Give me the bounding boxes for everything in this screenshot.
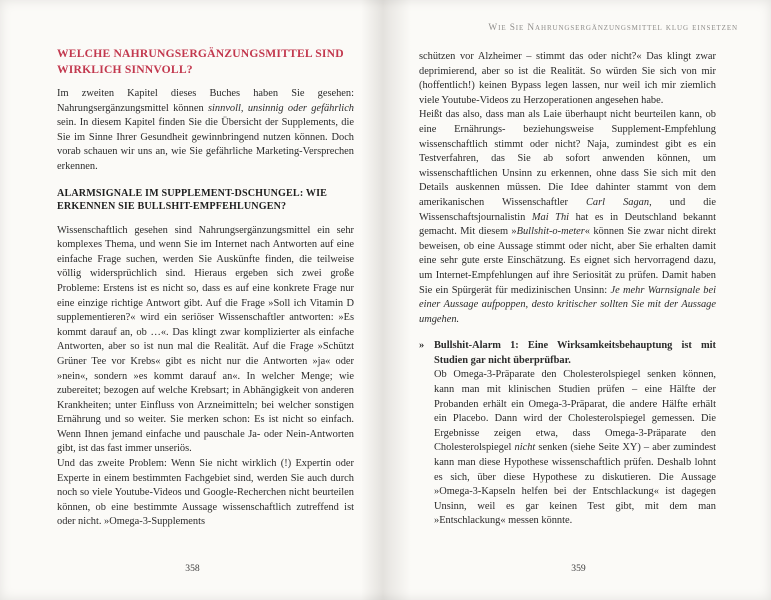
body-paragraph: Heißt das also, dass man als Laie überhaupt nicht beurteilen kann, ob eine Ernährungs- beziehungsweise Supplement-Empfehlung wissenschaftlich stimmt oder nicht? Naja, zumindest gibt es ein Testverfahren, das Sie ab sofort anwenden können, um wissenschaftlichen Unsinn zu erkennen, ohne dass Sie sich mit den Details auskennen müssen. Die Idee dahinter stammt von dem amerikanischen Wissenschaftler Carl Sagan, und die Wissenschaftsjournalistin Mai Thi hat es in Deutschland bekannt gemacht. Mit diesem »Bullshit-o-meter« können Sie zwar nicht direkt beweisen, ob eine Aussage stimmt oder nicht, aber Sie erhalten damit eine sehr gute erste Einschätzung. Es eignet sich hervorragend dazu, um Internet-Empfehlungen auf ihre Seriosität zu prüfen. Damit haben Sie ein Spürgerät für medizinischen Unsinn: Je mehr Warnsignale bei einer Aussage aufpoppen, desto kritischer sollten Sie mit der Aussage umgehen. xyxy=(419,109,717,325)
left-text-column xyxy=(57,46,354,530)
body-paragraph: schützen vor Alzheimer – stimmt das oder nicht?« Das klingt zwar deprimierend, aber so ist die Realität. So würden Sie sich von mir (hoffentlich!) keinen Bypass legen lassen, nur weil ich mir ziemlich viele Youtube-Videos zu Herzoperationen angesehen habe. xyxy=(419,51,716,106)
body-paragraph: Und das zweite Problem: Wenn Sie nicht wirklich (!) Expertin oder Experte in einem bestimmten Fachgebiet sind, werden Sie auch durch noch so viele Youtube-Videos und Google-Recherchen nicht beurteilen können, ob eine bestimmte Aussage wissenschaftlich zutreffend ist oder nicht. »Omega-3-Supplements xyxy=(57,458,354,528)
intro-paragraph: Im zweiten Kapitel dieses Buches haben Sie gesehen: Nahrungsergänzungsmittel können sinnvoll, unsinnig oder gefährlich sein. In diesem Kapitel finden Sie die Übersicht der Supplements, die Sie im Sinne Ihrer Gesundheit gewinnbringend nutzen können. Doch vorab schauen wir uns an, wie Sie gefährliche Marketing-Versprechen erkennen. xyxy=(57,88,354,172)
right-text-column xyxy=(419,50,716,529)
bullet-marker: » xyxy=(419,340,425,352)
page-number-right: 359 xyxy=(571,563,586,574)
bullet-body: Ob Omega-3-Präparate den Cholesterolspiegel senken können, kann man mit klinischen Studien prüfen – eine Hälfte der Probanden erhält ein Omega-3-Präparat, die andere Hälfte erhält ein Placebo. Dann wird der Cholesterolspiegel gemessen. Die Ergebnisse zeigen etwa, dass Omega-3-Präparate den Cholesterolspiegel nicht senken (siehe Seite XY) – aber zumindest kann man diese Hypothese wissenschaftlich prüfen. Deshalb lohnt es sich, über diese Hypothese zu diskutieren. Die Aussage »Omega-3-Kapseln helfen bei der Entschlackung« ist dagegen Unsinn, weil es gar keinen Test gibt, mit dem man »Entschlackung« messen könnte. xyxy=(434,369,717,527)
page-right xyxy=(386,0,771,600)
body-paragraph: Wissenschaftlich gesehen sind Nahrungsergänzungsmittel ein sehr komplexes Thema, und wenn Sie im Internet nach Antworten auf eine einfache Frage suchen, werden Sie Auskünfte finden, die teilweise völlig widersprüchlich sind. Hieraus ergeben sich zwei große Probleme: Erstens ist es nicht so, dass es auf eine konkrete Frage nur eine einzige richtige Antwort gibt. Auf die Frage »Soll ich Vitamin D supplementieren?« wird ein seriöser Wissenschaftler antworten: »Es kommt darauf an, ob …«. Das klingt zwar komplizierter als einfache Antworten, aber so ist nun mal die Realität. Auf die Frage »Schützt Grüner Tee vor Krebs« gibt es nicht nur die Antworten »ja« oder »nein«, sondern »es kommt darauf an«. In welcher Menge; wie zubereitet; bezogen auf welche Krebsart; in Abhängigkeit von anderen Krankheiten; unter Einfluss von Arzneimitteln; bei welcher sonstigen Ernährung und so weiter. Sie merken schon: Es ist nicht so einfach. Wenn Ihnen jemand einfache und pauschale Ja- oder Nein-Antworten gibt, ist das fast immer unseriös. xyxy=(57,224,354,455)
bullet-content xyxy=(434,339,716,529)
bullet-item xyxy=(419,339,716,529)
running-header: Wie Sie Nahrungsergänzungsmittel klug einsetzen xyxy=(488,23,738,33)
bullet-title: Bullshit-Alarm 1: Eine Wirksamkeitsbehauptung ist mit Studien gar nicht überprüfbar. xyxy=(434,340,716,366)
chapter-heading: WELCHE NAHRUNGSERGÄNZUNGSMITTEL SIND WIRKLICH SINNVOLL? xyxy=(57,47,344,76)
page-number-left: 358 xyxy=(185,563,200,574)
page-left xyxy=(0,0,385,600)
section-subheading: ALARMSIGNALE IM SUPPLEMENT-DSCHUNGEL: WIE ERKENNEN SIE BULLSHIT-EMPFEHLUNGEN? xyxy=(57,187,328,213)
